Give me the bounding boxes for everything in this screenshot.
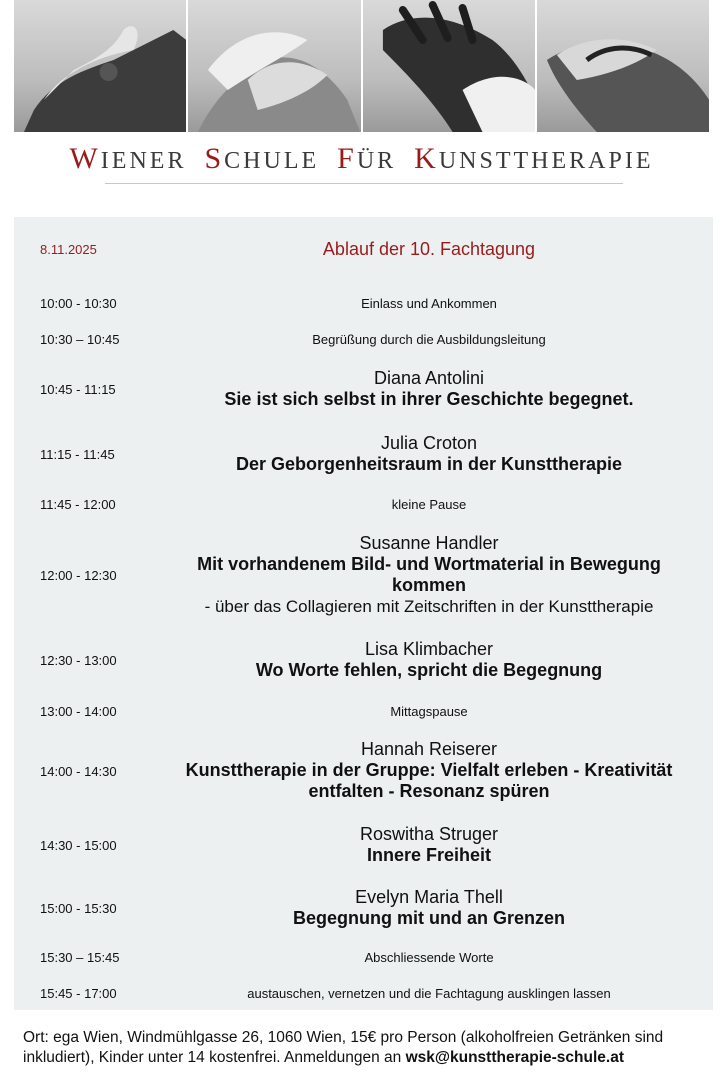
- speaker-name: Hannah Reiserer: [360, 739, 498, 759]
- schedule-time: 12:30 - 13:00: [40, 653, 117, 668]
- schedule-time: 15:45 - 17:00: [40, 986, 117, 1001]
- schedule-time: 13:00 - 14:00: [40, 704, 117, 719]
- talk-title: Begegnung mit und an Grenzen: [292, 908, 565, 928]
- speaker-name: Susanne Handler: [359, 533, 499, 553]
- schedule-time: 15:00 - 15:30: [40, 901, 117, 916]
- schedule-item: austauschen, vernetzen und die Fachtagung ausklingen lassen: [247, 986, 611, 1001]
- schedule-item: Begrüßung durch die Ausbildungsleitung: [312, 332, 546, 347]
- schedule-time: 14:30 - 15:00: [40, 838, 117, 853]
- hands-photo-1: [14, 0, 186, 132]
- speaker-name: Evelyn Maria Thell: [355, 887, 503, 907]
- hands-photo-banner: [14, 0, 709, 132]
- schedule-time: 10:45 - 11:15: [40, 382, 116, 397]
- talk-title: Der Geborgenheitsraum in der Kunsttherapie: [235, 454, 623, 474]
- schedule-item: Mittagspause: [390, 704, 468, 719]
- schedule-time: 15:30 – 15:45: [40, 950, 120, 965]
- talk-title: Innere Freiheit: [366, 845, 492, 865]
- hands-photo-2: [188, 0, 360, 132]
- schedule-item: kleine Pause: [391, 497, 467, 512]
- program-heading: Ablauf der 10. Fachtagung: [322, 239, 536, 259]
- talk-title: Kunsttherapie in der Gruppe: Vielfalt erleben - Kreativität entfalten - Resonanz spüren: [185, 760, 673, 801]
- talk-subtitle: - über das Collagieren mit Zeitschriften in der Kunsttherapie: [204, 597, 654, 616]
- speaker-name: Julia Croton: [380, 433, 478, 453]
- schedule-time: 10:30 – 10:45: [40, 332, 120, 347]
- speaker-name: Lisa Klimbacher: [364, 639, 494, 659]
- school-title-w2-cap: S: [204, 142, 225, 175]
- talk-title: Sie ist sich selbst in ihrer Geschichte begegnet.: [224, 389, 634, 409]
- title-divider: [105, 183, 623, 184]
- school-title: [0, 142, 723, 176]
- hands-photo-3: [363, 0, 535, 132]
- schedule-time: 14:00 - 14:30: [40, 764, 117, 779]
- hands-photo-4: [537, 0, 709, 132]
- schedule-time: 10:00 - 10:30: [40, 296, 117, 311]
- school-title-w3-cap: F: [337, 142, 357, 175]
- schedule-item: Abschliessende Worte: [364, 950, 494, 965]
- footer-email-link[interactable]: wsk@kunsttherapie-schule.at: [405, 1049, 624, 1066]
- schedule-time: 11:15 - 11:45: [40, 447, 115, 462]
- schedule-time: 12:00 - 12:30: [40, 568, 117, 583]
- schedule-item: Einlass und Ankommen: [361, 296, 497, 311]
- school-title-w3: ÜR: [356, 148, 397, 174]
- event-date: 8.11.2025: [40, 242, 97, 257]
- footer-text: Ort: ega Wien, Windmühlgasse 26, 1060 Wien, 15€ pro Person (alkoholfreien Getränken sind inkludiert), Kinder unter 14 kostenfrei. Anmeldungen an: [23, 1029, 664, 1066]
- footer-info: [23, 1028, 713, 1068]
- talk-title: Wo Worte fehlen, spricht die Begegnung: [255, 660, 603, 680]
- speaker-name: Diana Antolini: [373, 368, 485, 388]
- talk-title: Mit vorhandenem Bild- und Wortmaterial in Bewegung kommen: [197, 554, 661, 595]
- program-panel: [14, 217, 713, 1010]
- speaker-name: Roswitha Struger: [359, 824, 499, 844]
- school-title-w4: UNSTTHERAPIE: [438, 148, 654, 174]
- schedule-time: 11:45 - 12:00: [40, 497, 116, 512]
- school-title-w4-cap: K: [414, 142, 439, 175]
- school-title-w1-cap: W: [69, 142, 101, 175]
- school-title-w1: IENER: [100, 148, 187, 174]
- school-title-w2: CHULE: [224, 148, 320, 174]
